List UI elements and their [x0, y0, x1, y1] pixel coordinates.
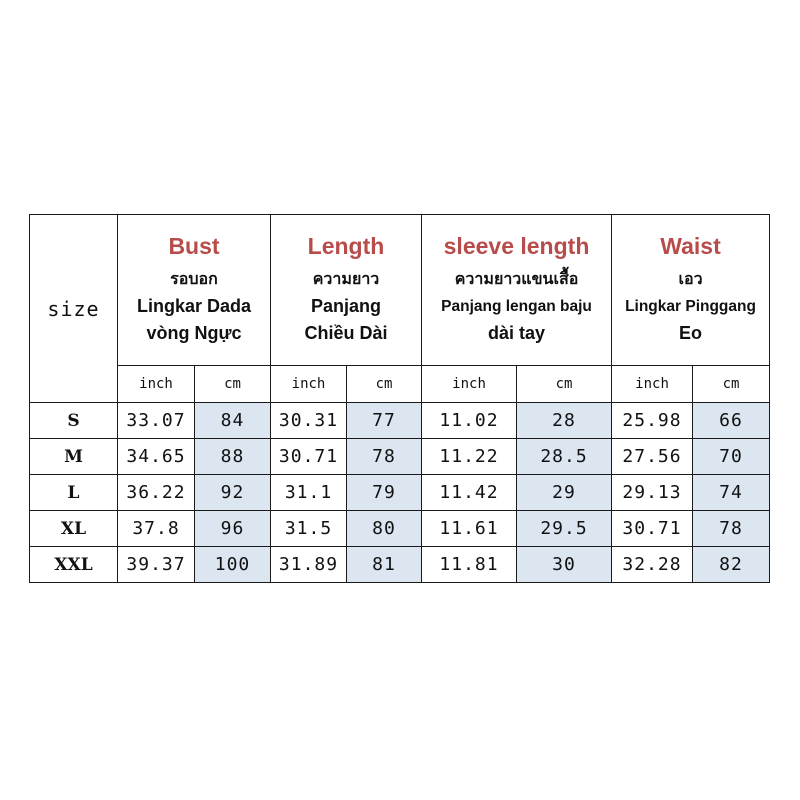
- waist-cm-cell: 70: [693, 439, 770, 475]
- sleeve-length-label-thai: ความยาวแขนเสื้อ: [454, 271, 579, 288]
- length-cm-cell: 80: [347, 511, 422, 547]
- sleeve-inch-cell: 11.02: [422, 403, 517, 439]
- length-label-vietnamese: Chiều Dài: [304, 323, 388, 343]
- bust-label-vietnamese: vòng Ngực: [146, 323, 242, 343]
- sleeve-cm-cell: 30: [517, 547, 612, 583]
- bust-title: Bust: [168, 233, 220, 259]
- unit-inch: inch: [422, 366, 517, 403]
- length-cm-cell: 79: [347, 475, 422, 511]
- table-row: [30, 439, 770, 475]
- size-label: M: [30, 439, 118, 475]
- length-inch-cell: 31.5: [271, 511, 347, 547]
- sleeve-cm-cell: 28: [517, 403, 612, 439]
- bust-inch-cell: 34.65: [118, 439, 195, 475]
- table-row: [30, 511, 770, 547]
- table-row: [30, 403, 770, 439]
- unit-cm: cm: [195, 366, 271, 403]
- length-inch-cell: 31.89: [271, 547, 347, 583]
- waist-inch-cell: 27.56: [612, 439, 693, 475]
- sleeve-cm-cell: 29.5: [517, 511, 612, 547]
- size-label: XXL: [30, 547, 118, 583]
- bust-cm-cell: 96: [195, 511, 271, 547]
- bust-cm-cell: 88: [195, 439, 271, 475]
- bust-label-malay: Lingkar Dada: [136, 296, 252, 316]
- unit-inch: inch: [271, 366, 347, 403]
- waist-inch-cell: 29.13: [612, 475, 693, 511]
- size-label: XL: [30, 511, 118, 547]
- waist-title: Waist: [660, 233, 721, 259]
- bust-inch-cell: 36.22: [118, 475, 195, 511]
- table-row: [30, 547, 770, 583]
- waist-cm-cell: 66: [693, 403, 770, 439]
- waist-inch-cell: 30.71: [612, 511, 693, 547]
- unit-inch: inch: [118, 366, 195, 403]
- unit-cm: cm: [517, 366, 612, 403]
- sleeve-cm-cell: 28.5: [517, 439, 612, 475]
- bust-cm-cell: 84: [195, 403, 271, 439]
- length-inch-cell: 31.1: [271, 475, 347, 511]
- waist-inch-cell: 32.28: [612, 547, 693, 583]
- sleeve-inch-cell: 11.61: [422, 511, 517, 547]
- length-inch-cell: 30.71: [271, 439, 347, 475]
- size-chart-table: [29, 214, 770, 583]
- bust-cm-cell: 92: [195, 475, 271, 511]
- waist-label-thai: เอว: [678, 271, 703, 288]
- unit-inch: inch: [612, 366, 693, 403]
- length-title: Length: [307, 233, 385, 259]
- length-header: [271, 215, 422, 366]
- length-cm-cell: 77: [347, 403, 422, 439]
- waist-header: [612, 215, 770, 366]
- waist-label-vietnamese: Eo: [679, 323, 703, 343]
- waist-cm-cell: 74: [693, 475, 770, 511]
- bust-cm-cell: 100: [195, 547, 271, 583]
- sleeve-cm-cell: 29: [517, 475, 612, 511]
- sleeve-inch-cell: 11.81: [422, 547, 517, 583]
- header-row: [30, 215, 770, 366]
- length-cm-cell: 78: [347, 439, 422, 475]
- unit-cm: cm: [347, 366, 422, 403]
- length-label-malay: Panjang: [311, 296, 382, 316]
- sleeve-length-label-malay: Panjang lengan baju: [441, 298, 592, 315]
- sleeve-length-label-vietnamese: dài tay: [488, 323, 546, 343]
- bust-inch-cell: 37.8: [118, 511, 195, 547]
- bust-inch-cell: 39.37: [118, 547, 195, 583]
- size-column-header: size: [30, 215, 118, 403]
- table-row: [30, 475, 770, 511]
- waist-cm-cell: 82: [693, 547, 770, 583]
- size-label: S: [30, 403, 118, 439]
- waist-inch-cell: 25.98: [612, 403, 693, 439]
- waist-label-malay: Lingkar Pinggang: [625, 298, 756, 315]
- sleeve-length-title: sleeve length: [443, 233, 590, 259]
- waist-cm-cell: 78: [693, 511, 770, 547]
- sleeve-length-header: [422, 215, 612, 366]
- unit-row: [30, 366, 770, 403]
- bust-label-thai: รอบอก: [170, 271, 218, 288]
- size-label: L: [30, 475, 118, 511]
- bust-header: [118, 215, 271, 366]
- length-inch-cell: 30.31: [271, 403, 347, 439]
- length-label-thai: ความยาว: [312, 271, 380, 288]
- sleeve-inch-cell: 11.22: [422, 439, 517, 475]
- sleeve-inch-cell: 11.42: [422, 475, 517, 511]
- unit-cm: cm: [693, 366, 770, 403]
- length-cm-cell: 81: [347, 547, 422, 583]
- bust-inch-cell: 33.07: [118, 403, 195, 439]
